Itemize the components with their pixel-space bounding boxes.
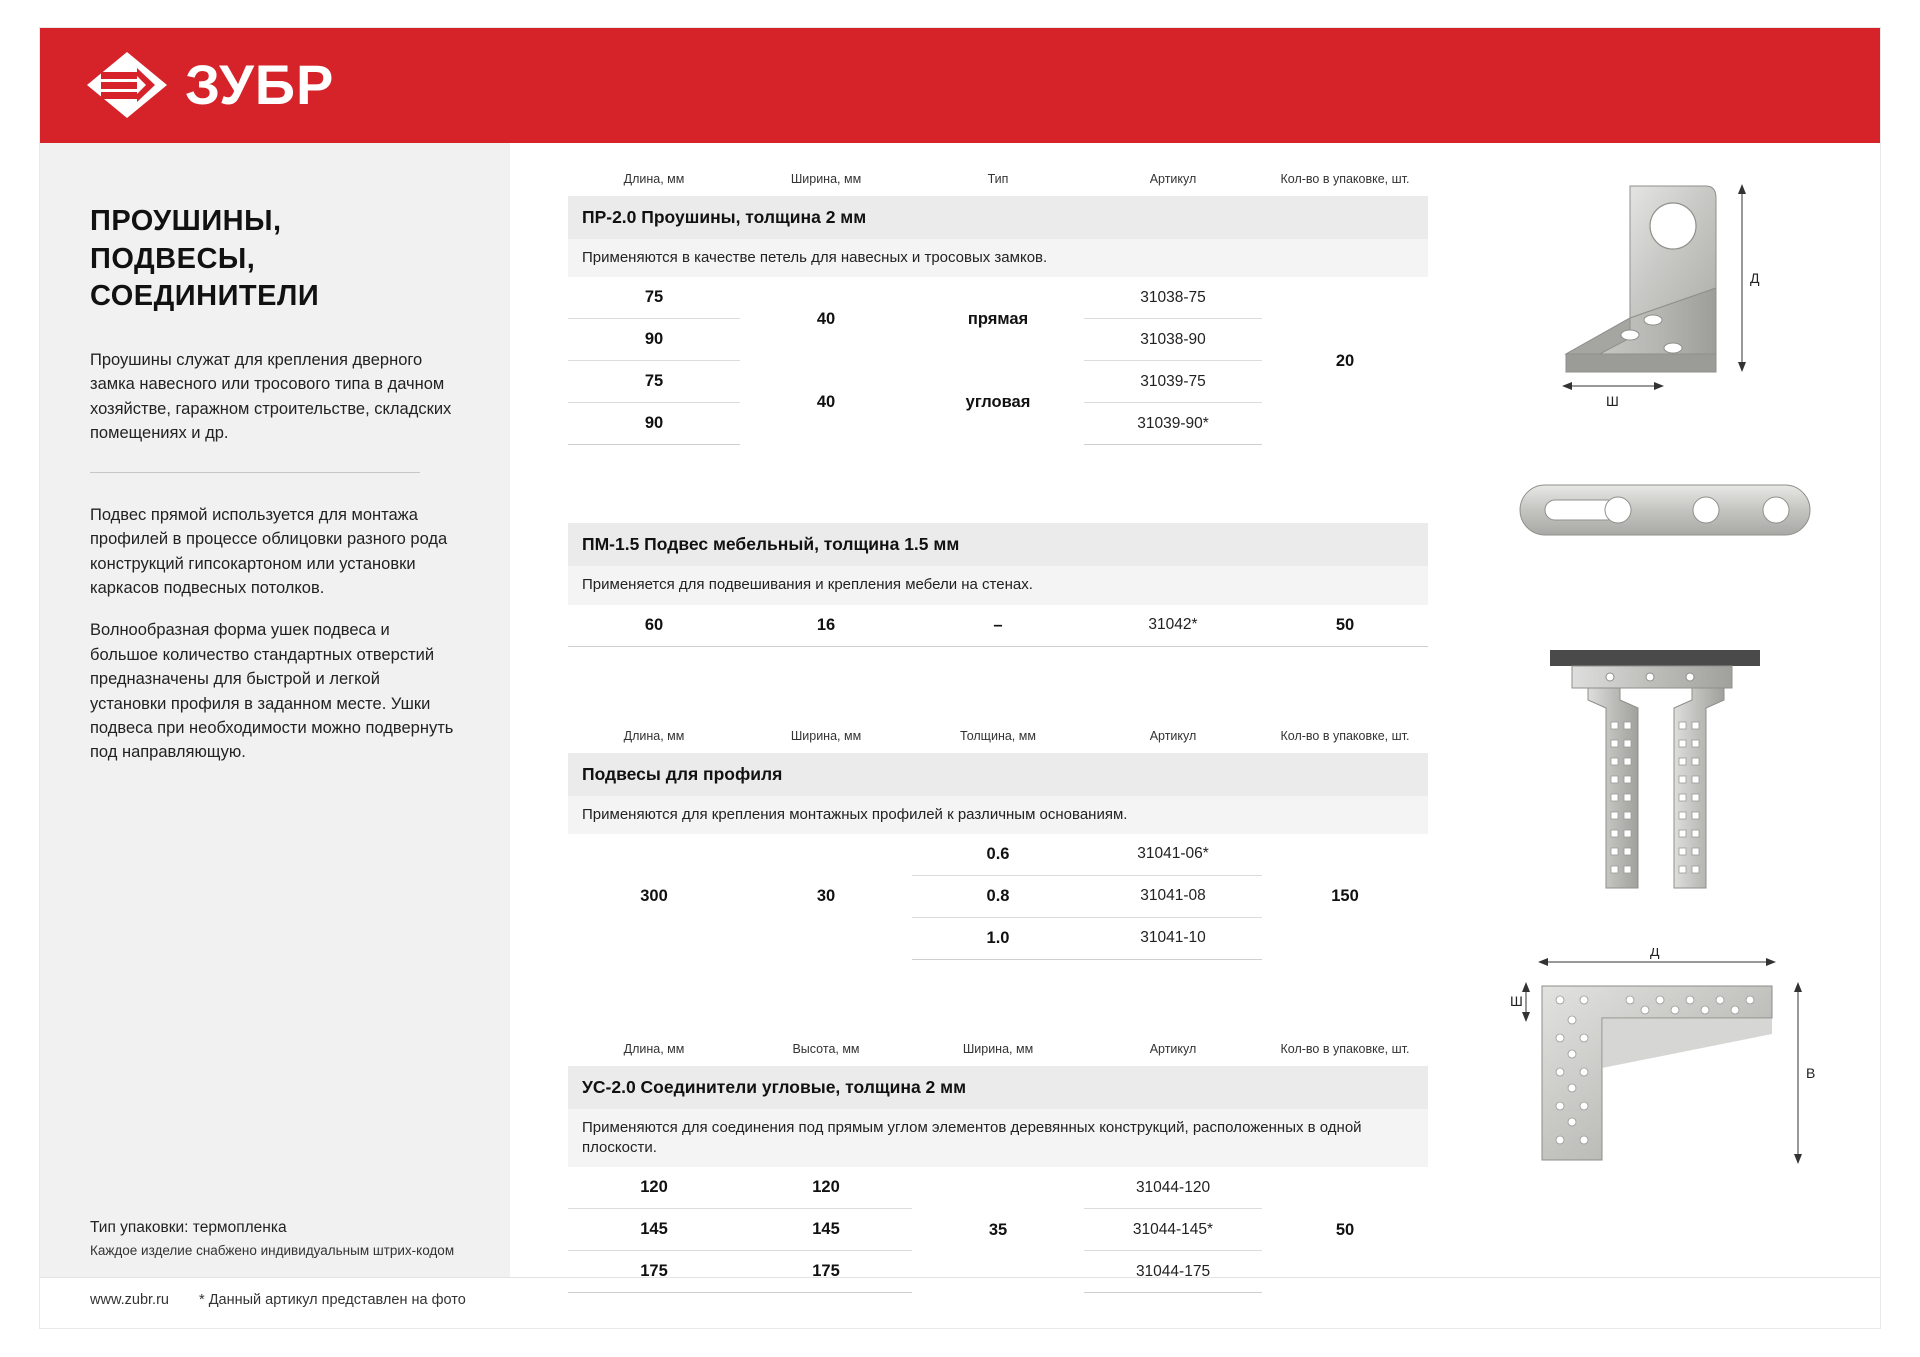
- soedinitel-uglovoj-image: [1510, 948, 1830, 1188]
- cell-width: 35: [988, 1220, 1008, 1239]
- cell-article: 31041-08: [1084, 875, 1262, 917]
- table-row: [568, 277, 1428, 319]
- band-title-text: ПМ-1.5 Подвес мебельный, толщина 1.5 мм: [582, 534, 960, 555]
- band-title-text: УС-2.0 Соединители угловые, толщина 2 мм: [582, 1076, 967, 1097]
- cell-article: 31039-90*: [1084, 403, 1262, 445]
- col-header-qty: Кол-во в упаковке, шт.: [1280, 172, 1410, 186]
- col-header-type: Тип: [987, 172, 1009, 186]
- col-header-width: Ширина, мм: [962, 1041, 1034, 1056]
- table-band-title: [568, 196, 1428, 239]
- dim-label-d: Д: [1650, 948, 1660, 959]
- cell-qty: 20: [1335, 351, 1355, 370]
- page-title-line-2: ПОДВЕСЫ,: [90, 242, 256, 275]
- proushina-uglovaya-image: [1510, 168, 1830, 418]
- table-band-title: [568, 523, 1428, 566]
- cell-qty: 150: [1331, 887, 1359, 905]
- band-description-text: Применяются для соединения под прямым углом элементов деревянных конструкций, расположенных в одной плоскости.: [568, 1109, 1428, 1168]
- brand-header: [40, 28, 1880, 143]
- intro-paragraph-2: Подвес прямой используется для монтажа профилей в процессе облицовки разного рода конструкций гипсокартоном или установки каркасов подвесных потолков.: [90, 505, 448, 597]
- packaging-note: Каждое изделие снабжено индивидуальным штрих-кодом: [90, 1243, 455, 1258]
- cell-thickness: 0.6: [912, 834, 1084, 876]
- table-header-row: [568, 1038, 1428, 1066]
- intro-paragraph-3: Волнообразная форма ушек подвеса и большое количество стандартных отверстий предназначены для быстрой и легкой установки профиля в заданном месте. Ушки подвеса при необходимости можно подвернуть под направляющую.: [90, 621, 454, 762]
- col-header-qty: Кол-во в упаковке, шт.: [1280, 1041, 1410, 1056]
- table-row: [568, 1167, 1428, 1209]
- sidebar-divider: [90, 472, 420, 473]
- dim-label-sh: Ш: [1510, 993, 1523, 1009]
- page-title-line-1: ПРОУШИНЫ,: [90, 205, 282, 237]
- table-header-row: [568, 168, 1428, 196]
- cell-thickness: 1.0: [912, 917, 1084, 959]
- cell-type: угловая: [965, 393, 1031, 412]
- cell-length: 120: [568, 1167, 740, 1209]
- figure-podves-profil: [1510, 638, 1840, 918]
- table-block-podvesy-dlya-profilya: [568, 725, 1468, 960]
- cell-height: 120: [740, 1167, 912, 1209]
- table-description: [568, 796, 1428, 834]
- cell-width: 16: [740, 605, 912, 647]
- table-soediniteli-uglovye: [568, 1038, 1428, 1294]
- cell-article: 31044-120: [1084, 1167, 1262, 1209]
- cell-length: 60: [568, 605, 740, 647]
- cell-article: 31041-06*: [1084, 834, 1262, 876]
- cell-type: прямая: [967, 309, 1029, 328]
- cell-length: 90: [568, 403, 740, 445]
- footer-site[interactable]: www.zubr.ru: [90, 1292, 169, 1308]
- table-band-title: [568, 1066, 1428, 1109]
- figure-proushina: [1510, 168, 1840, 423]
- col-header-length: Длина, мм: [623, 1041, 685, 1056]
- brand-logo: [85, 50, 334, 120]
- figure-soedinitel-uglovoj: [1510, 948, 1840, 1198]
- table-podves-mebelnyj: [568, 523, 1428, 646]
- table-block-soediniteli-uglovye: [568, 1038, 1468, 1294]
- cell-length: 300: [640, 887, 668, 905]
- brand-name: ЗУБР: [185, 53, 335, 116]
- col-header-thickness: Толщина, мм: [960, 728, 1036, 743]
- cell-article: 31038-90: [1084, 319, 1262, 361]
- zubr-logo-icon: [85, 50, 169, 120]
- figure-podves-mebelnyj: [1510, 453, 1840, 618]
- table-description: [568, 1109, 1428, 1168]
- sidebar: [40, 143, 510, 1328]
- podves-mebelnyj-image: [1510, 453, 1830, 573]
- table-band-title: [568, 753, 1428, 796]
- col-header-width: Ширина, мм: [790, 728, 862, 743]
- footer-line: [90, 1292, 466, 1308]
- cell-thickness: 0.8: [912, 875, 1084, 917]
- cell-length: 90: [568, 319, 740, 361]
- col-header-height: Высота, мм: [792, 1041, 860, 1056]
- table-block-podves-mebelnyj: [568, 523, 1468, 646]
- table-row: [568, 605, 1428, 647]
- packaging-info: [90, 1219, 470, 1258]
- page-title: [90, 203, 460, 316]
- cell-article: 31042*: [1084, 605, 1262, 647]
- table-description: [568, 566, 1428, 604]
- band-description-text: Применяется для подвешивания и крепления мебели на стенах.: [568, 566, 1428, 604]
- packaging-type: Тип упаковки: термопленка: [90, 1219, 287, 1236]
- cell-type: –: [912, 605, 1084, 647]
- col-header-article: Артикул: [1149, 172, 1197, 186]
- table-header-row: [568, 725, 1428, 753]
- table-row: [568, 834, 1428, 876]
- cell-article: 31041-10: [1084, 917, 1262, 959]
- cell-length: 75: [568, 277, 740, 319]
- cell-qty: 50: [1335, 1220, 1355, 1239]
- cell-width: 40: [816, 309, 836, 328]
- cell-article: 31038-75: [1084, 277, 1262, 319]
- col-header-length: Длина, мм: [623, 728, 685, 743]
- spec-tables: [568, 168, 1468, 1301]
- cell-length: 175: [568, 1251, 740, 1293]
- table-proushiny: [568, 168, 1428, 445]
- table-podvesy-dlya-profilya: [568, 725, 1428, 960]
- col-header-article: Артикул: [1149, 728, 1197, 743]
- dim-label-v: В: [1806, 1065, 1816, 1081]
- intro-paragraph-1: Проушины служат для крепления дверного замка навесного или тросового типа в дачном хозяйстве, гаражном строительстве, складских помещениях и др.: [90, 351, 452, 443]
- table-description: [568, 239, 1428, 277]
- band-title-text: ПР-2.0 Проушины, толщина 2 мм: [582, 207, 867, 227]
- col-header-width: Ширина, мм: [790, 172, 862, 186]
- document-page: [40, 28, 1880, 1328]
- dim-label-d: Д: [1750, 270, 1760, 286]
- cell-width: 30: [816, 887, 836, 905]
- cell-width: 40: [816, 393, 836, 412]
- cell-height: 145: [740, 1209, 912, 1251]
- cell-article: 31044-175: [1084, 1251, 1262, 1293]
- col-header-qty: Кол-во в упаковке, шт.: [1280, 728, 1410, 743]
- cell-length: 75: [568, 361, 740, 403]
- dim-label-sh: Ш: [1606, 393, 1619, 409]
- col-header-article: Артикул: [1149, 1041, 1197, 1056]
- table-block-proushiny: [568, 168, 1468, 445]
- cell-article: 31039-75: [1084, 361, 1262, 403]
- band-description-text: Применяются для крепления монтажных профилей к различным основаниям.: [568, 796, 1428, 834]
- footer-note: * Данный артикул представлен на фото: [199, 1292, 466, 1308]
- podves-dlya-profilya-image: [1510, 638, 1830, 913]
- cell-height: 175: [740, 1251, 912, 1293]
- col-header-length: Длина, мм: [623, 172, 685, 186]
- cell-length: 145: [568, 1209, 740, 1251]
- band-title-text: Подвесы для профиля: [582, 763, 783, 784]
- page-title-line-3: СОЕДИНИТЕЛИ: [90, 280, 320, 313]
- product-illustrations: [1510, 168, 1840, 1208]
- band-description-text: Применяются в качестве петель для навесных и тросовых замков.: [568, 239, 1428, 277]
- cell-qty: 50: [1262, 605, 1428, 647]
- cell-article: 31044-145*: [1084, 1209, 1262, 1251]
